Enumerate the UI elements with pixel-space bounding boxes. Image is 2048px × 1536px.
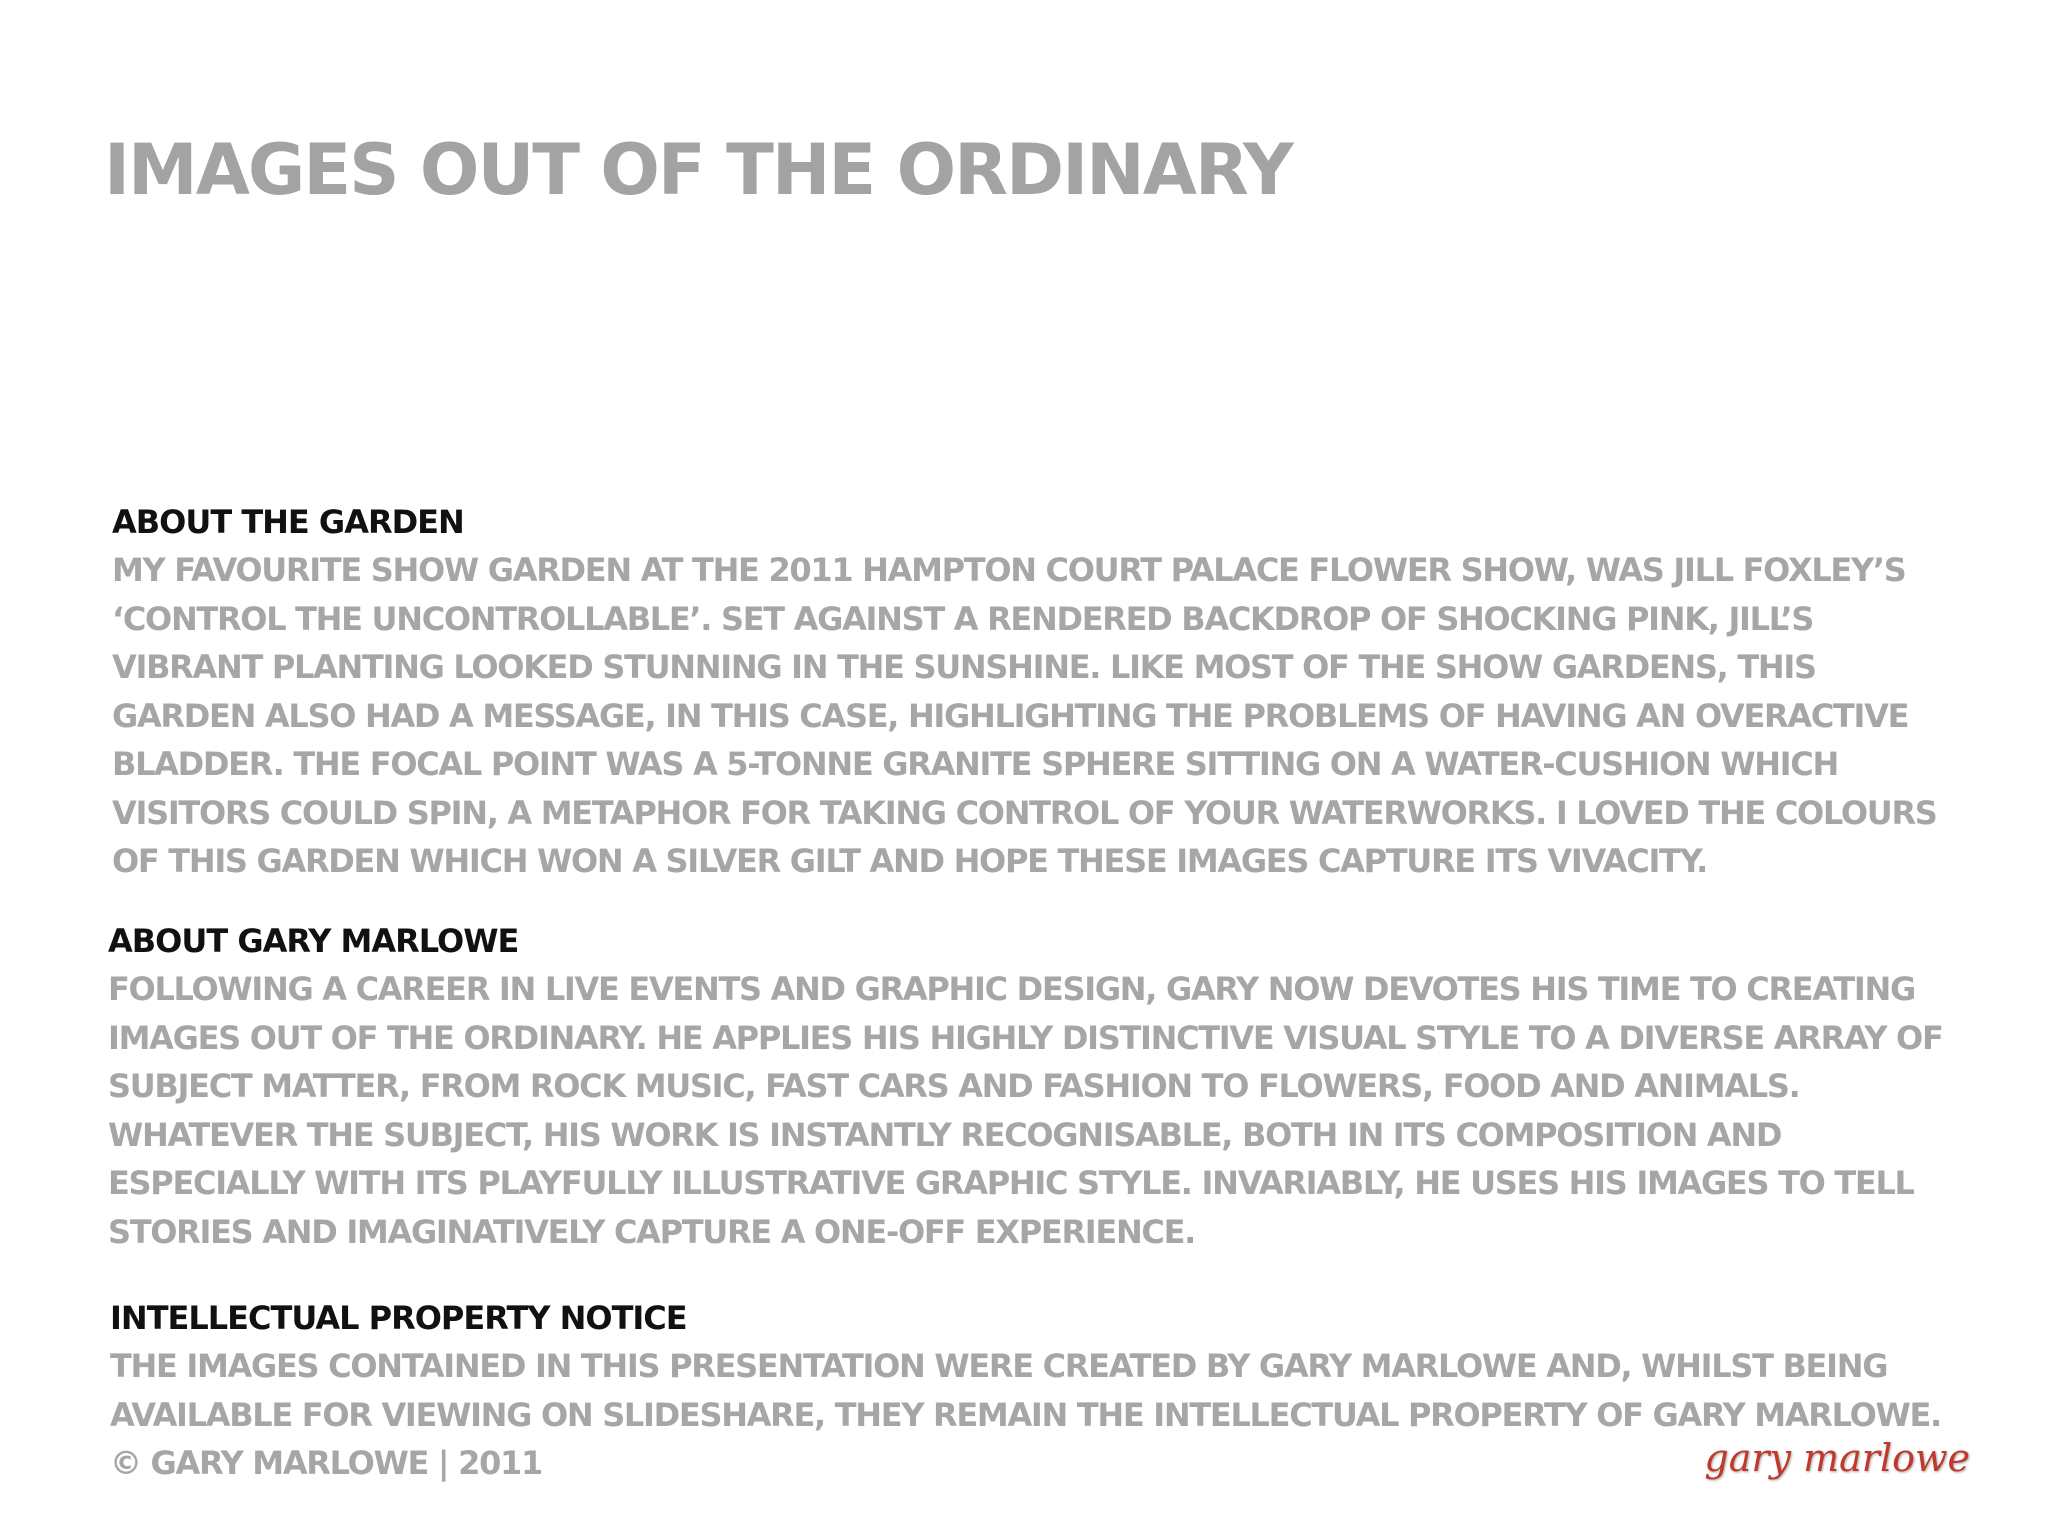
- body-line: ESPECIALLY WITH ITS PLAYFULLY ILLUSTRATIVE GRAPHIC STYLE. INVARIABLY, HE USES HIS IMAGES TO TELL: [108, 1164, 1914, 1202]
- section-about-the-garden: [112, 498, 2012, 886]
- body-line: MY FAVOURITE SHOW GARDEN AT THE 2011 HAMPTON COURT PALACE FLOWER SHOW, WAS JILL FOXLEY’S: [112, 551, 1906, 589]
- section-about-gary-marlowe: [108, 917, 2008, 1256]
- body-line: THE IMAGES CONTAINED IN THIS PRESENTATION WERE CREATED BY GARY MARLOWE AND, WHILST BEING: [110, 1347, 1888, 1385]
- body-line: BLADDER. THE FOCAL POINT WAS A 5-TONNE GRANITE SPHERE SITTING ON A WATER-CUSHION WHICH: [112, 745, 1838, 783]
- body-line: STORIES AND IMAGINATIVELY CAPTURE A ONE-OFF EXPERIENCE.: [108, 1212, 1196, 1251]
- signature-logo: gary marlowe: [1704, 1436, 1970, 1480]
- body-line: VISITORS COULD SPIN, A METAPHOR FOR TAKING CONTROL OF YOUR WATERWORKS. I LOVED THE COLOURS: [112, 793, 1937, 832]
- body-line: OF THIS GARDEN WHICH WON A SILVER GILT AND HOPE THESE IMAGES CAPTURE ITS VIVACITY.: [112, 842, 1708, 880]
- section-heading: INTELLECTUAL PROPERTY NOTICE: [110, 1299, 687, 1337]
- body-line: ‘CONTROL THE UNCONTROLLABLE’. SET AGAINST A RENDERED BACKDROP OF SHOCKING PINK, JILL’S: [112, 599, 1814, 638]
- body-line: AVAILABLE FOR VIEWING ON SLIDESHARE, THEY REMAIN THE INTELLECTUAL PROPERTY OF GARY MARLOWE.: [110, 1395, 1941, 1434]
- copyright-line: © GARY MARLOWE | 2011: [110, 1444, 542, 1482]
- section-heading: ABOUT THE GARDEN: [112, 503, 464, 541]
- page-title: IMAGES OUT OF THE ORDINARY: [104, 129, 1292, 211]
- section-heading: ABOUT GARY MARLOWE: [108, 922, 519, 960]
- body-line: GARDEN ALSO HAD A MESSAGE, IN THIS CASE, HIGHLIGHTING THE PROBLEMS OF HAVING AN OVERACTIVE: [112, 696, 1909, 735]
- body-line: WHATEVER THE SUBJECT, HIS WORK IS INSTANTLY RECOGNISABLE, BOTH IN ITS COMPOSITION AND: [108, 1115, 1782, 1154]
- body-line: SUBJECT MATTER, FROM ROCK MUSIC, FAST CARS AND FASHION TO FLOWERS, FOOD AND ANIMALS.: [108, 1067, 1800, 1105]
- body-line: IMAGES OUT OF THE ORDINARY. HE APPLIES HIS HIGHLY DISTINCTIVE VISUAL STYLE TO A DIVERSE ARRAY OF: [108, 1018, 1943, 1057]
- body-line: VIBRANT PLANTING LOOKED STUNNING IN THE SUNSHINE. LIKE MOST OF THE SHOW GARDENS, THIS: [112, 648, 1816, 686]
- body-line: FOLLOWING A CAREER IN LIVE EVENTS AND GRAPHIC DESIGN, GARY NOW DEVOTES HIS TIME TO CREATING: [108, 970, 1915, 1008]
